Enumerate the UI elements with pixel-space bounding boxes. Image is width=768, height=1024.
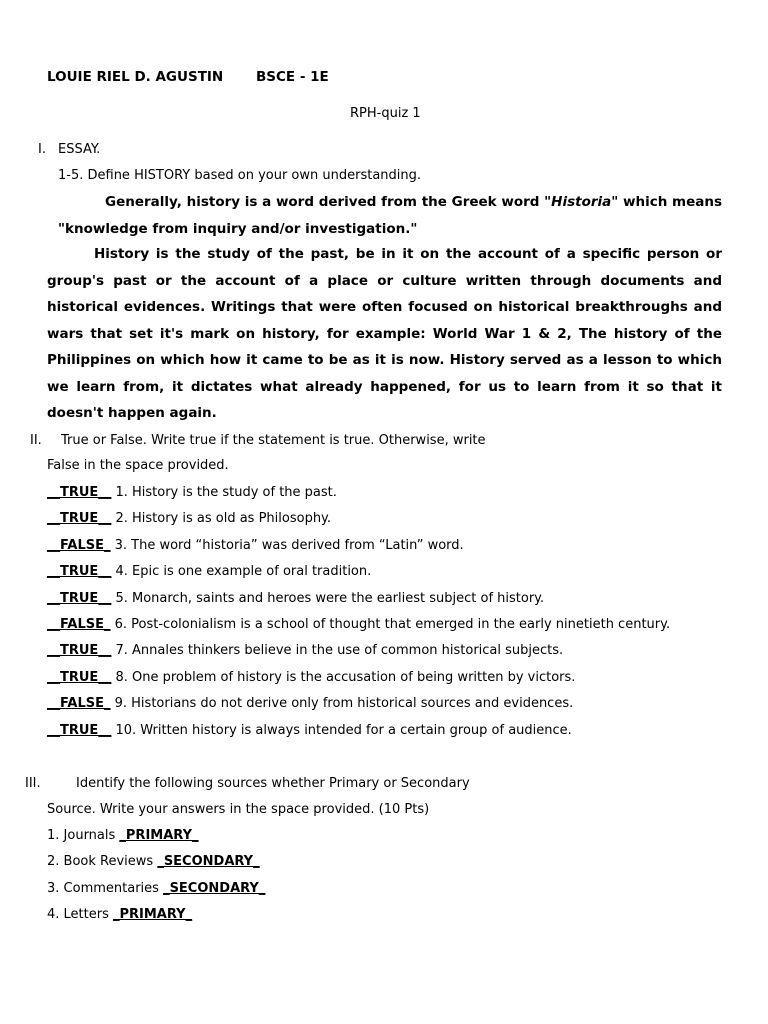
tf-blank-post: _ bbox=[103, 537, 111, 553]
tf-answer-blank bbox=[47, 485, 111, 500]
tf-item bbox=[47, 670, 575, 685]
tf-item bbox=[47, 591, 544, 606]
tf-item bbox=[47, 643, 563, 658]
essay-paragraph-1-italic: Historia bbox=[551, 194, 612, 210]
tf-blank-post: _ bbox=[103, 696, 111, 712]
part1-prompt: 1-5. Define HISTORY based on your own understanding. bbox=[58, 168, 422, 183]
source-answer-blank bbox=[157, 854, 259, 869]
source-blank-post: _ bbox=[192, 828, 199, 843]
tf-statement: 1. History is the study of the past. bbox=[111, 485, 337, 500]
source-answer: PRIMARY bbox=[119, 907, 186, 923]
tf-blank-pre: __ bbox=[47, 537, 60, 553]
tf-statement: 8. One problem of history is the accusation of being written by victors. bbox=[111, 669, 576, 685]
part2-instruction-line1: True or False. Write true if the statement is true. Otherwise, write bbox=[61, 433, 486, 448]
tf-statement: 7. Annales thinkers believe in the use of common historical subjects. bbox=[111, 643, 564, 659]
essay-paragraph-1-pre: Generally, history is a word derived from the Greek word " bbox=[105, 194, 552, 210]
essay-paragraph-2: History is the study of the past, be in it on the account of a specific person or group's past or the account of a place or culture written through documents and historical evidences. Writings that were often focused on historical breakthroughs and wars that set it's mark on history, for example: World War 1 & 2, The history of the Philippines on which how it came to be as it is now. History served as a lesson to which we learn from, it dictates what already happened, for us to learn from it so that it doesn't happen again. bbox=[47, 246, 722, 421]
tf-blank-post: __ bbox=[98, 590, 112, 606]
source-label: 2. Book Reviews bbox=[47, 854, 158, 870]
source-item bbox=[47, 907, 192, 922]
tf-statement: 6. Post-colonialism is a school of thought that emerged in the early ninetieth century. bbox=[110, 617, 671, 632]
tf-statement: 5. Monarch, saints and heroes were the earliest subject of history. bbox=[111, 590, 545, 606]
source-item bbox=[47, 828, 199, 843]
tf-item bbox=[47, 538, 464, 553]
tf-statement: 9. Historians do not derive only from historical sources and evidences. bbox=[110, 696, 574, 712]
source-answer: PRIMARY bbox=[125, 828, 192, 843]
tf-statement: 3. The word “historia” was derived from “Latin” word. bbox=[110, 537, 464, 553]
tf-blank-post: __ bbox=[98, 669, 112, 685]
student-name: LOUIE RIEL D. AGUSTIN bbox=[47, 69, 224, 85]
tf-answer: FALSE bbox=[60, 617, 104, 632]
tf-blank-post: __ bbox=[98, 485, 112, 500]
tf-item bbox=[47, 696, 573, 711]
tf-answer: TRUE bbox=[60, 590, 99, 606]
tf-item bbox=[47, 511, 331, 526]
tf-blank-pre: __ bbox=[47, 485, 60, 500]
quiz-title: RPH-quiz 1 bbox=[350, 106, 421, 121]
tf-answer: TRUE bbox=[60, 511, 99, 527]
source-blank-post: _ bbox=[185, 907, 193, 923]
source-answer: SECONDARY bbox=[163, 854, 254, 870]
tf-blank-pre: __ bbox=[47, 511, 60, 527]
tf-answer-blank bbox=[47, 564, 111, 579]
tf-answer-blank bbox=[47, 617, 110, 632]
essay-paragraph-1 bbox=[58, 189, 722, 242]
source-blank-pre: _ bbox=[163, 880, 170, 896]
tf-answer-blank bbox=[47, 696, 110, 711]
part3-instruction-line1: Identify the following sources whether Primary or Secondary bbox=[76, 776, 470, 791]
tf-statement: 10. Written history is always intended for a certain group of audience. bbox=[111, 722, 572, 738]
tf-blank-post: __ bbox=[98, 722, 112, 738]
tf-blank-pre: __ bbox=[47, 643, 60, 659]
tf-answer-blank bbox=[47, 670, 111, 685]
source-answer: SECONDARY bbox=[169, 880, 259, 896]
tf-item bbox=[47, 485, 337, 500]
tf-blank-post: __ bbox=[98, 564, 112, 580]
tf-answer-blank bbox=[47, 643, 111, 658]
tf-item bbox=[47, 617, 670, 632]
tf-answer: TRUE bbox=[60, 669, 99, 685]
tf-answer: TRUE bbox=[60, 564, 99, 580]
source-blank-post: _ bbox=[253, 854, 260, 870]
tf-blank-post: _ bbox=[103, 617, 111, 632]
source-answer-blank bbox=[163, 881, 265, 896]
part2-instruction-line2: False in the space provided. bbox=[47, 458, 229, 473]
tf-statement: 4. Epic is one example of oral tradition. bbox=[111, 564, 372, 580]
tf-answer-blank bbox=[47, 538, 110, 553]
tf-answer-blank bbox=[47, 591, 111, 606]
source-item bbox=[47, 881, 265, 896]
tf-blank-pre: __ bbox=[47, 564, 60, 580]
student-section: BSCE - 1E bbox=[256, 69, 329, 85]
tf-answer-blank bbox=[47, 511, 111, 526]
part2-numeral: II. bbox=[30, 433, 42, 448]
tf-blank-pre: __ bbox=[47, 590, 60, 606]
part1-title: ESSAY. bbox=[58, 142, 101, 157]
source-blank-pre: _ bbox=[157, 854, 164, 870]
tf-answer: TRUE bbox=[60, 485, 99, 500]
tf-answer: TRUE bbox=[60, 643, 99, 659]
tf-blank-pre: __ bbox=[47, 669, 60, 685]
tf-blank-post: __ bbox=[98, 511, 112, 527]
source-answer-blank bbox=[113, 907, 192, 922]
source-label: 1. Journals bbox=[47, 828, 120, 843]
source-item bbox=[47, 854, 260, 869]
tf-answer: TRUE bbox=[60, 722, 99, 738]
essay-paragraph-1-post: " which means "knowledge from inquiry and/or investigation." bbox=[58, 194, 722, 237]
part1-numeral: I. bbox=[38, 142, 46, 157]
tf-answer-blank bbox=[47, 723, 111, 738]
source-blank-post: _ bbox=[258, 880, 266, 896]
source-blank-pre: _ bbox=[119, 828, 126, 843]
source-label: 3. Commentaries bbox=[47, 880, 164, 896]
tf-item bbox=[47, 564, 371, 579]
tf-blank-pre: __ bbox=[47, 617, 60, 632]
part3-instruction-line2: Source. Write your answers in the space provided. (10 Pts) bbox=[47, 802, 430, 817]
tf-item bbox=[47, 723, 572, 738]
source-label: 4. Letters bbox=[47, 907, 113, 923]
tf-blank-pre: __ bbox=[47, 722, 60, 738]
tf-answer: FALSE bbox=[60, 537, 104, 553]
tf-statement: 2. History is as old as Philosophy. bbox=[111, 511, 332, 527]
tf-blank-post: __ bbox=[98, 643, 112, 659]
tf-answer: FALSE bbox=[60, 696, 104, 712]
source-answer-blank bbox=[119, 828, 198, 843]
tf-blank-pre: __ bbox=[47, 696, 60, 712]
part3-numeral: III. bbox=[25, 776, 41, 791]
source-blank-pre: _ bbox=[113, 907, 120, 923]
